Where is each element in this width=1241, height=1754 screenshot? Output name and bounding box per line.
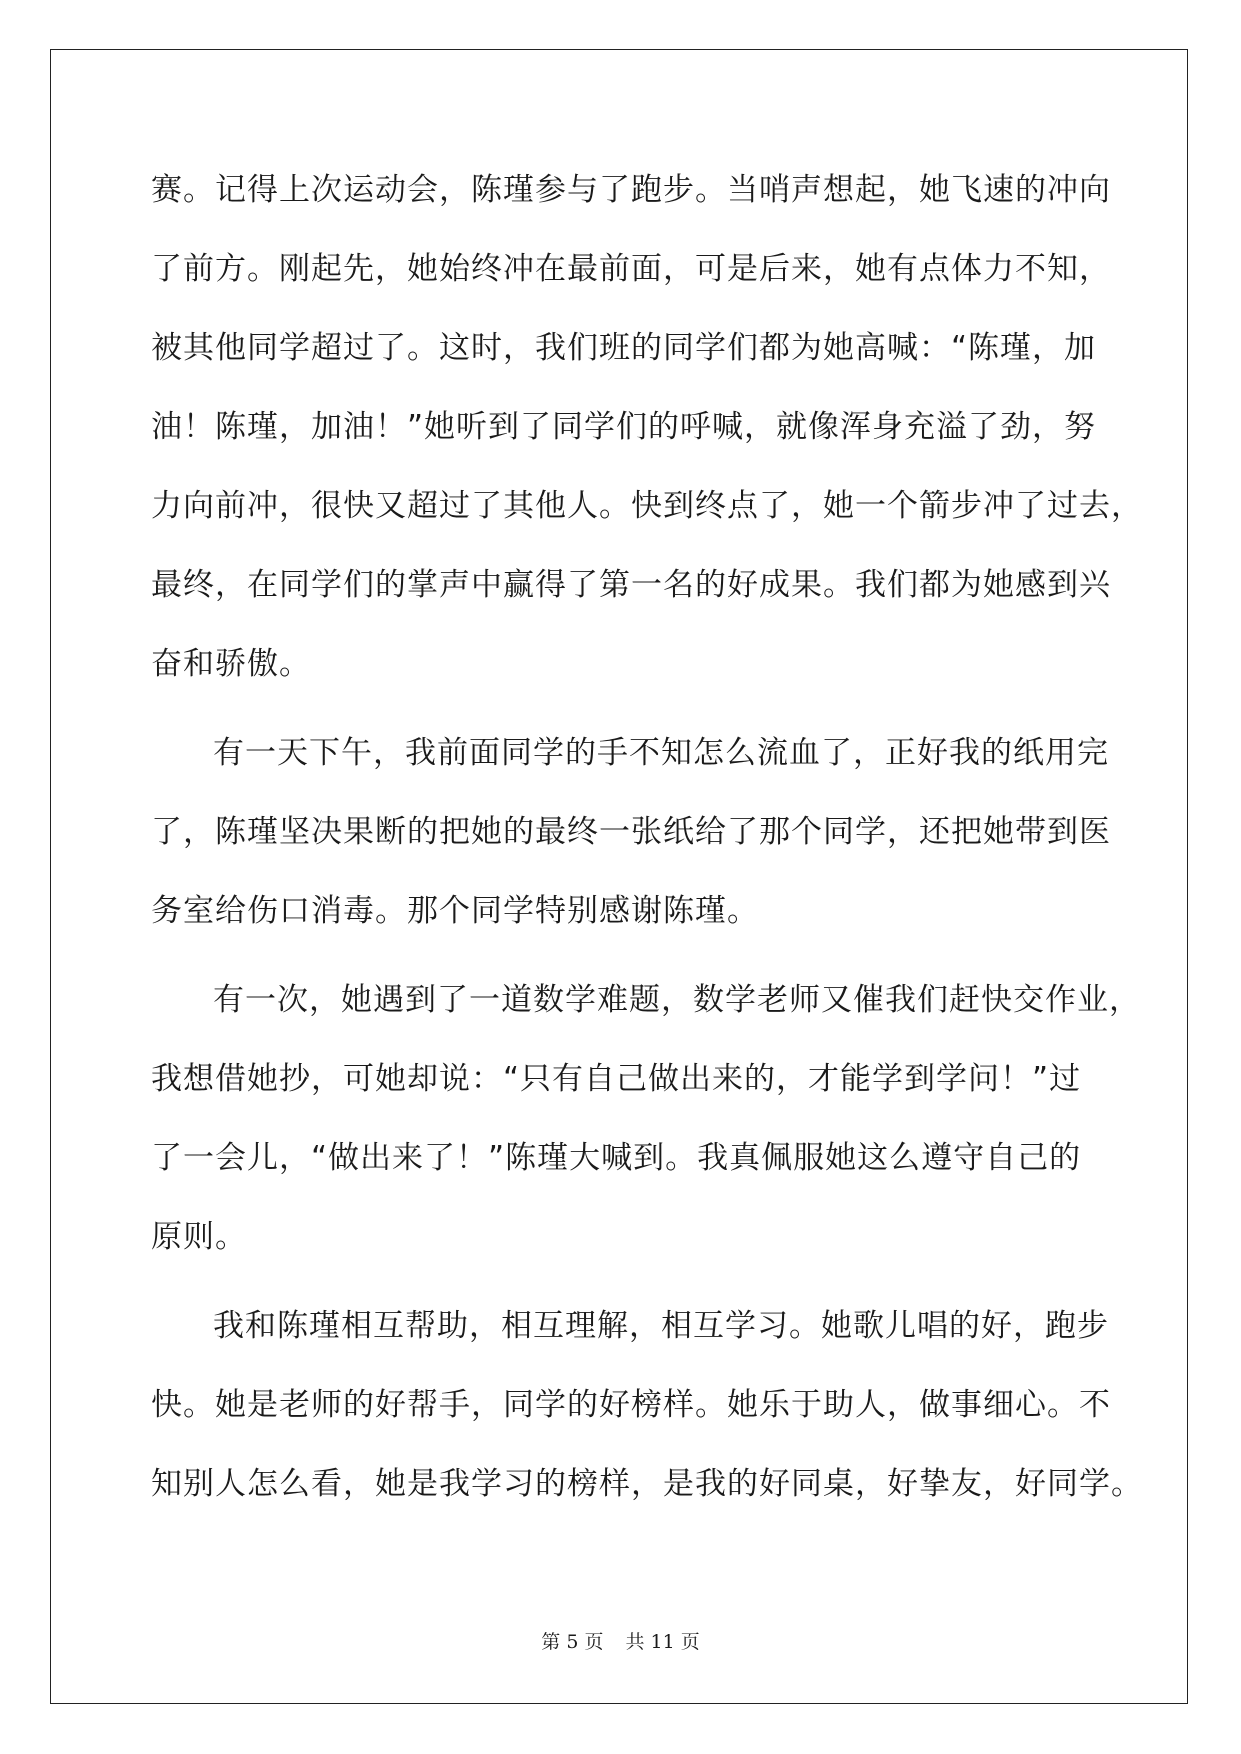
text-line: 奋和骄傲。 <box>151 646 311 682</box>
text-line: 原则。 <box>151 1219 247 1255</box>
page-footer <box>0 1630 1241 1654</box>
page-total: 共 11 页 <box>625 1631 700 1653</box>
text-line: 了，陈瑾坚决果断的把她的最终一张纸给了那个同学，还把她带到医 <box>151 814 1111 850</box>
text-line: 快。她是老师的好帮手，同学的好榜样。她乐于助人，做事细心。不 <box>151 1387 1111 1423</box>
page-border <box>50 49 1188 1704</box>
text-line: 务室给伤口消毒。那个同学特别感谢陈瑾。 <box>151 893 759 929</box>
text-line: 最终，在同学们的掌声中赢得了第一名的好成果。我们都为她感到兴 <box>151 567 1111 603</box>
page-number: 第 5 页 <box>541 1631 604 1653</box>
text-line: 力向前冲，很快又超过了其他人。快到终点了，她一个箭步冲了过去， <box>151 488 1143 524</box>
paragraph-first-line: 有一天下午，我前面同学的手不知怎么流血了，正好我的纸用完 <box>213 735 1109 771</box>
text-line: 油！陈瑾，加油！”她听到了同学们的呼喊，就像浑身充溢了劲，努 <box>151 409 1097 445</box>
text-line: 了前方。刚起先，她始终冲在最前面，可是后来，她有点体力不知， <box>151 251 1111 287</box>
text-line: 被其他同学超过了。这时，我们班的同学们都为她高喊：“陈瑾，加 <box>151 330 1097 366</box>
text-line: 我想借她抄，可她却说：“只有自己做出来的，才能学到学问！”过 <box>151 1061 1082 1097</box>
text-line: 知别人怎么看，她是我学习的榜样，是我的好同桌，好挚友，好同学。 <box>151 1466 1143 1502</box>
text-line: 了一会儿，“做出来了！”陈瑾大喊到。我真佩服她这么遵守自己的 <box>151 1140 1082 1176</box>
paragraph-first-line: 有一次，她遇到了一道数学难题，数学老师又催我们赶快交作业， <box>213 982 1141 1018</box>
paragraph-first-line: 我和陈瑾相互帮助，相互理解，相互学习。她歌儿唱的好，跑步 <box>213 1308 1109 1344</box>
text-line: 赛。记得上次运动会，陈瑾参与了跑步。当哨声想起，她飞速的冲向 <box>151 172 1111 208</box>
